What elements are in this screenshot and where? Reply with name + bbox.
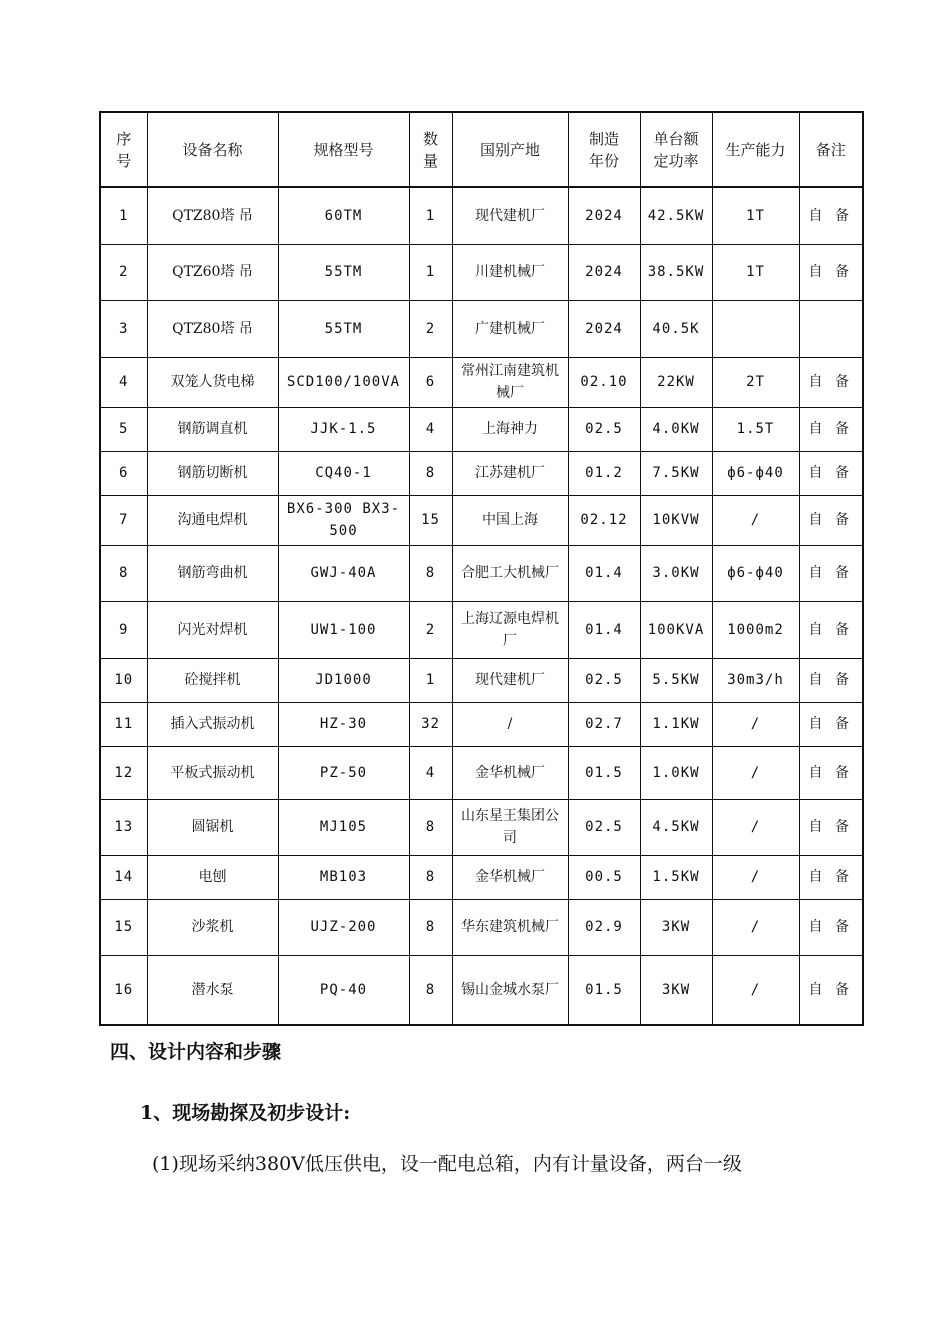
table-cell: 现代建机厂 [452,187,568,244]
table-row [100,899,863,955]
table-cell: 1 [409,187,452,244]
header-cell: 设备名称 [147,112,278,187]
table-cell: 55TM [278,300,409,357]
table-cell: CQ40-1 [278,451,409,495]
table-cell: ф6-ф40 [712,545,799,601]
table-row [100,407,863,451]
table-cell: 40.5K [640,300,712,357]
table-cell: 00.5 [568,855,640,899]
table-cell: 自 备 [799,658,863,702]
table-cell: 2 [100,244,147,300]
table-cell: PQ-40 [278,955,409,1025]
table-cell: 1T [712,187,799,244]
table-cell: 现代建机厂 [452,658,568,702]
table-cell: 3.0KW [640,545,712,601]
equipment-table [99,111,864,1026]
table-cell: 上海神力 [452,407,568,451]
table-cell: 3 [100,300,147,357]
table-cell: 金华机械厂 [452,746,568,799]
table-cell: 1T [712,244,799,300]
table-cell: 5.5KW [640,658,712,702]
table-cell: 2 [409,601,452,658]
table-cell: 32 [409,702,452,746]
table-cell: 自 备 [799,601,863,658]
table-header-row [100,112,863,187]
table-cell: 4.5KW [640,799,712,855]
table-cell: 上海辽源电焊机厂 [452,601,568,658]
table-cell: 9 [100,601,147,658]
table-cell: 自 备 [799,451,863,495]
table-cell: UJZ-200 [278,899,409,955]
table-cell: 8 [409,955,452,1025]
table-row [100,855,863,899]
table-cell: 自 备 [799,545,863,601]
table-row [100,746,863,799]
table-cell: 自 备 [799,799,863,855]
table-cell: JD1000 [278,658,409,702]
table-cell: 1 [409,658,452,702]
table-cell: 11 [100,702,147,746]
table-cell: 8 [409,799,452,855]
table-cell: 30m3/h [712,658,799,702]
table-cell: 平板式振动机 [147,746,278,799]
table-row [100,799,863,855]
table-row [100,495,863,545]
table-cell: 2024 [568,300,640,357]
table-cell: 1 [409,244,452,300]
table-cell: 8 [409,855,452,899]
subsection-heading: 1、现场勘探及初步设计: [140,1102,351,1124]
table-cell: 金华机械厂 [452,855,568,899]
table-cell: 7.5KW [640,451,712,495]
table-row [100,545,863,601]
table-cell: UW1-100 [278,601,409,658]
table-cell: 02.7 [568,702,640,746]
table-cell: 合肥工大机械厂 [452,545,568,601]
table-cell: 沙浆机 [147,899,278,955]
table-cell: 01.4 [568,545,640,601]
table-cell: / [712,955,799,1025]
table-cell: 锡山金城水泵厂 [452,955,568,1025]
table-cell: 常州江南建筑机械厂 [452,357,568,407]
table-cell: SCD100/100VA [278,357,409,407]
table-cell: 华东建筑机械厂 [452,899,568,955]
table-cell: 5 [100,407,147,451]
table-cell: 02.5 [568,799,640,855]
table-cell: 2024 [568,187,640,244]
header-cell: 制造 年份 [568,112,640,187]
table-cell: 闪光对焊机 [147,601,278,658]
header-cell: 国别产地 [452,112,568,187]
table-cell: 42.5KW [640,187,712,244]
table-cell: 自 备 [799,855,863,899]
header-cell: 备注 [799,112,863,187]
table-cell [799,300,863,357]
table-cell: 10KVW [640,495,712,545]
table-cell: 山东星王集团公司 [452,799,568,855]
table-cell: 7 [100,495,147,545]
table-cell: 砼搅拌机 [147,658,278,702]
table-cell: 1.5KW [640,855,712,899]
table-cell: 自 备 [799,702,863,746]
table-cell: 100KVA [640,601,712,658]
table-cell: 川建机械厂 [452,244,568,300]
table-cell: / [452,702,568,746]
table-cell: 2 [409,300,452,357]
table-row [100,658,863,702]
table-cell: 38.5KW [640,244,712,300]
header-cell: 单台额 定功率 [640,112,712,187]
table-row [100,955,863,1025]
table-cell: 01.5 [568,955,640,1025]
table-row [100,702,863,746]
table-cell: 1 [100,187,147,244]
table-cell: 自 备 [799,407,863,451]
table-cell: 15 [409,495,452,545]
table-cell: 8 [409,545,452,601]
table-cell: 1.5T [712,407,799,451]
table-cell: 钢筋切断机 [147,451,278,495]
table-cell: 8 [100,545,147,601]
table-cell: 55TM [278,244,409,300]
header-cell: 规格型号 [278,112,409,187]
table-cell: 中国上海 [452,495,568,545]
table-cell: 自 备 [799,899,863,955]
table-cell: QTZ80塔 吊 [147,187,278,244]
table-cell: 2024 [568,244,640,300]
section-heading: 四、设计内容和步骤 [110,1041,282,1063]
table-cell: 60TM [278,187,409,244]
table-cell: 自 备 [799,955,863,1025]
table-cell: 自 备 [799,495,863,545]
table-cell: 02.12 [568,495,640,545]
table-cell: / [712,702,799,746]
table-cell: 10 [100,658,147,702]
table-row [100,601,863,658]
table-cell: 4 [409,407,452,451]
table-cell: 潜水泵 [147,955,278,1025]
header-cell: 生产能力 [712,112,799,187]
table-cell: 13 [100,799,147,855]
table-cell: / [712,899,799,955]
table-cell: 1.1KW [640,702,712,746]
table-cell: 01.5 [568,746,640,799]
table-cell: HZ-30 [278,702,409,746]
table-cell: 江苏建机厂 [452,451,568,495]
table-cell: 钢筋弯曲机 [147,545,278,601]
table-cell: / [712,855,799,899]
table-cell: 4 [100,357,147,407]
table-cell: 双笼人货电梯 [147,357,278,407]
table-cell: 圆锯机 [147,799,278,855]
table-cell: QTZ60塔 吊 [147,244,278,300]
table-cell: 3KW [640,955,712,1025]
table-row [100,187,863,244]
table-cell: / [712,799,799,855]
table-cell: 01.2 [568,451,640,495]
table-cell: ф6-ф40 [712,451,799,495]
table-cell: 12 [100,746,147,799]
table-cell: MJ105 [278,799,409,855]
table-cell: 8 [409,451,452,495]
table-row [100,451,863,495]
table-cell: 14 [100,855,147,899]
table-row [100,300,863,357]
table-cell: 自 备 [799,187,863,244]
header-cell: 数 量 [409,112,452,187]
table-cell: 广建机械厂 [452,300,568,357]
table-cell: 4 [409,746,452,799]
table-cell: / [712,495,799,545]
table-cell: 自 备 [799,357,863,407]
table-cell: GWJ-40A [278,545,409,601]
table-cell: 6 [100,451,147,495]
table-cell: 8 [409,899,452,955]
table-cell: 15 [100,899,147,955]
table-cell: 22KW [640,357,712,407]
table-cell: 自 备 [799,244,863,300]
table-cell: 自 备 [799,746,863,799]
table-cell: 2T [712,357,799,407]
table-cell: 4.0KW [640,407,712,451]
table-cell: / [712,746,799,799]
header-cell: 序 号 [100,112,147,187]
table-cell: 1000m2 [712,601,799,658]
table-cell: 02.10 [568,357,640,407]
table-cell: 16 [100,955,147,1025]
table-cell: QTZ80塔 吊 [147,300,278,357]
table-body [100,187,863,1025]
table-cell: 钢筋调直机 [147,407,278,451]
table-cell: MB103 [278,855,409,899]
table-cell: 插入式振动机 [147,702,278,746]
table-cell: 电刨 [147,855,278,899]
table-cell: 1.0KW [640,746,712,799]
table-cell: 6 [409,357,452,407]
table-cell: 3KW [640,899,712,955]
table-cell: PZ-50 [278,746,409,799]
table-row [100,244,863,300]
table-row [100,357,863,407]
table-cell: 02.5 [568,658,640,702]
table-cell: JJK-1.5 [278,407,409,451]
table-cell: 02.5 [568,407,640,451]
table-cell: 沟通电焊机 [147,495,278,545]
body-paragraph: (1)现场采纳380V低压供电，设一配电总箱，内有计量设备，两台一级 [152,1153,742,1175]
table-cell: 02.9 [568,899,640,955]
table-cell [712,300,799,357]
table-cell: BX6-300 BX3-500 [278,495,409,545]
table-cell: 01.4 [568,601,640,658]
